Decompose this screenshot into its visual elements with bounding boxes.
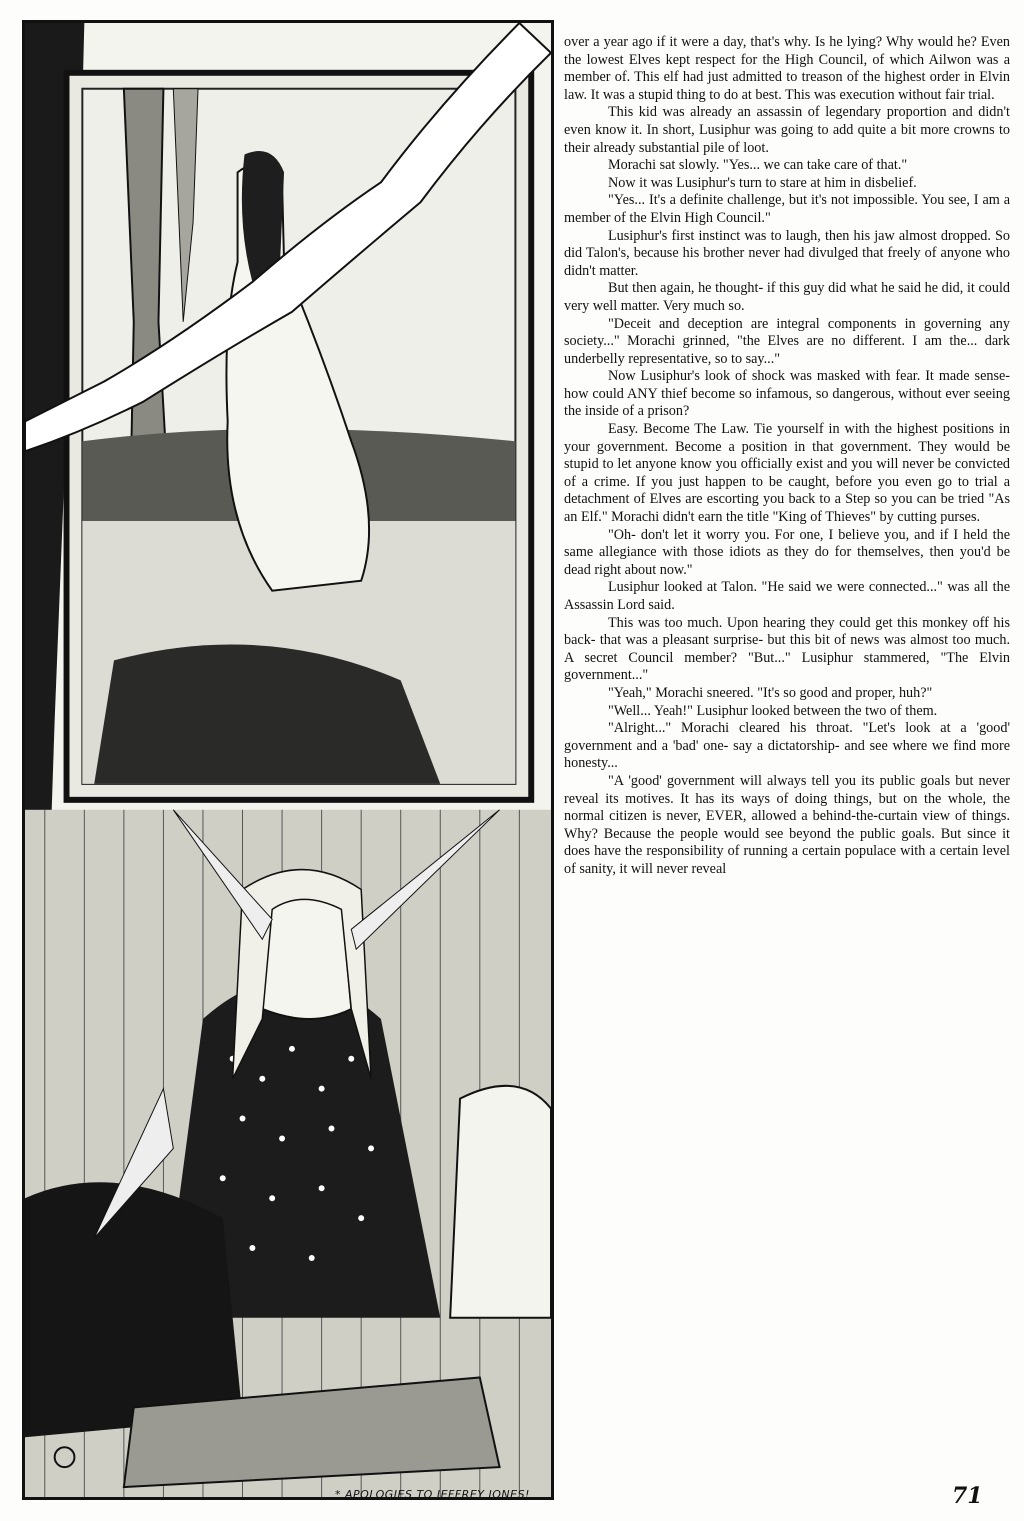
comic-illustration: [22, 20, 554, 1500]
paragraph: "Deceit and deception are integral components in governing any society..." Morachi grinned, "the Elves are no different. I am the... dark underbelly representative, so to say...": [564, 315, 1010, 367]
paragraph: Morachi sat slowly. "Yes... we can take care of that.": [608, 157, 908, 174]
paragraph: over a year ago if it were a day, that's why. Is he lying? Why would he? Even the lowest Elves kept respect for the High Council, of which Ailwon was a member of. This elf had just admitted to treason of the highest order in Elvin law. It was a stupid thing to do at best. This was execution without fair trial.: [564, 34, 1010, 103]
paragraph: "A 'good' government will always tell you its public goals but never reveal its motives. It has its ways of doing things, but on the whole, the normal citizen is never, EVER, allowed a behind-the-curtain view of things. Why? Because the people would see beyond the public goals. But since it does have the responsibility of running a certain populace with a certain level of sanity, it will never reveal: [564, 772, 1010, 877]
paragraph: Now Lusiphur's look of shock was masked with fear. It made sense- how could ANY thief become so infamous, so dangerous, without ever seeing the inside of a prison?: [564, 368, 1010, 420]
illustration-caption: * APOLOGIES TO JEFFREY JONES!: [335, 1488, 530, 1501]
illustration-art: [25, 23, 551, 1497]
paragraph: Now it was Lusiphur's turn to stare at him in disbelief.: [608, 174, 917, 191]
paragraph: "Yes... It's a definite challenge, but it's not impossible. You see, I am a member of the Elvin High Council.": [564, 192, 1010, 226]
paragraph: This was too much. Upon hearing they could get this monkey off his back- that was a pleasant surprise- but this bit of news was almost too much. A secret Council member? "But..." Lusiphur stammered, "The Elvin government...": [564, 614, 1010, 684]
paragraph: Easy. Become The Law. Tie yourself in with the highest positions in your government. Become a position in that government. They would be stupid to let anyone know you officially exist and you will never be convicted of a crime. If you just happen to be caught, before you even go to trial a detachment of Elves are escorting you back to a Step so you can be tried "As an Elf." Morachi didn't earn the title "King of Thieves" by cutting purses.: [564, 421, 1010, 526]
article-text: [564, 34, 1010, 879]
elf-right: [450, 1086, 551, 1318]
paragraph: "Yeah," Morachi sneered. "It's so good and proper, huh?": [608, 684, 933, 701]
paragraph: This kid was already an assassin of legendary proportion and didn't even know it. In short, Lusiphur was going to add quite a bit more crowns to their already substantial pile of loot.: [564, 104, 1010, 156]
elf-left: [25, 1182, 243, 1437]
paragraph: Lusiphur looked at Talon. "He said we were connected..." was all the Assassin Lord said.: [564, 579, 1010, 613]
paragraph: But then again, he thought- if this guy did what he said he did, it could very well matter. Very much so.: [564, 280, 1010, 314]
paragraph: "Alright..." Morachi cleared his throat. "Let's look at a 'good' government and a 'bad' one- say a dictatorship- and see where we find more honesty...: [564, 720, 1010, 772]
paragraph: "Oh- don't let it worry you. For one, I believe you, and if I held the same allegiance with those idiots as they do for themselves, then you'd be dead right about now.": [564, 526, 1010, 578]
paragraph: "Well... Yeah!" Lusiphur looked between the two of them.: [608, 702, 938, 719]
page-number: 71: [952, 1483, 983, 1509]
paragraph: Lusiphur's first instinct was to laugh, then his jaw almost dropped. So did Talon's, because his brother never had divulged that freely of anyone who didn't matter.: [564, 227, 1010, 279]
